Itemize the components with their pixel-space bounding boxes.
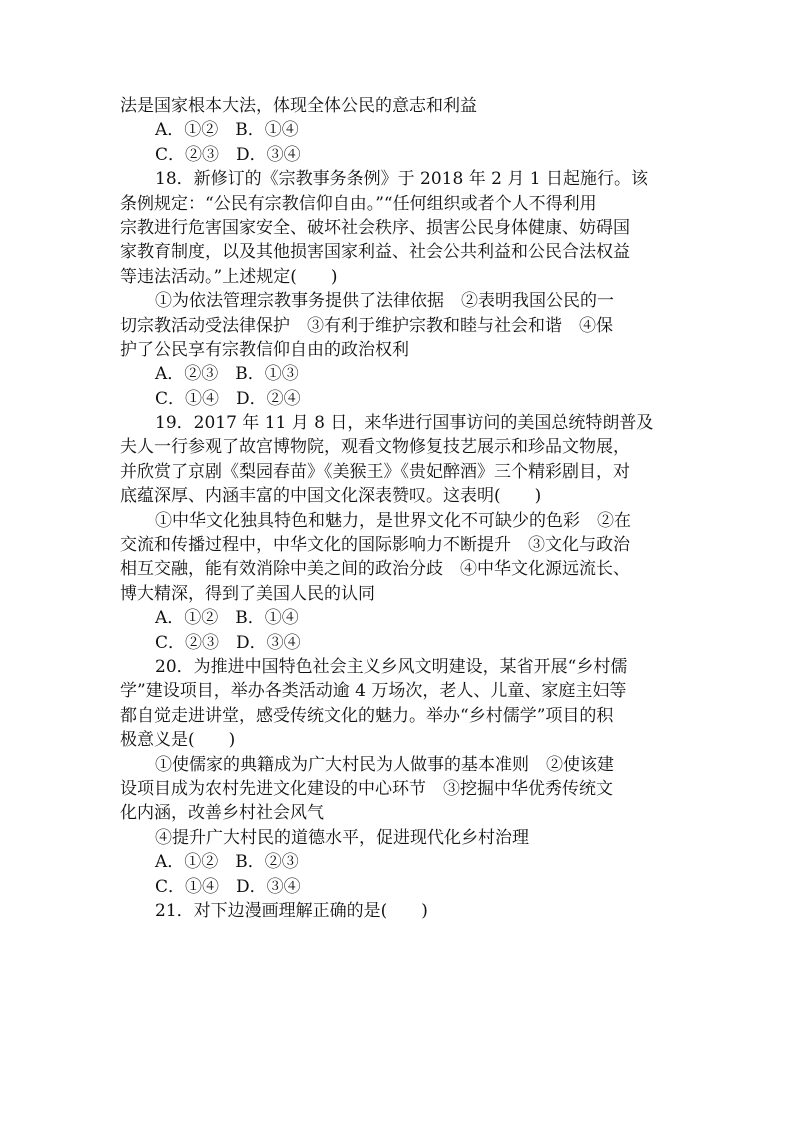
answer-options: A．①② B．①④ [155, 608, 299, 629]
text-line: 法是国家根本大法，体现全体公民的意志和利益 [120, 96, 477, 116]
answer-options: C．②③ D．③④ [155, 632, 301, 653]
answer-options: C．②③ D．③④ [155, 144, 301, 165]
question-19-statements: ①中华文化独具特色和魅力，是世界文化不可缺少的色彩 ②在 [155, 510, 631, 531]
text-line: 设项目成为农村先进文化建设的中心环节 ③挖掘中华优秀传统文 [120, 778, 613, 799]
question-18-statements: ①为依法管理宗教事务提供了法律依据 ②表明我国公民的一 [155, 291, 614, 312]
text-line: 夫人一行参观了故宫博物院，观看文物修复技艺展示和珍品文物展， [120, 437, 630, 458]
question-20-statements: ①使儒家的典籍成为广大村民为人做事的基本准则 ②使该建 [155, 754, 614, 775]
text-line: 博大精深，得到了美国人民的认同 [120, 583, 375, 604]
answer-options: A．①② B．②③ [155, 852, 299, 873]
text-line: ④提升广大村民的道德水平，促进现代化乡村治理 [155, 827, 529, 848]
question-20-stem: 20．为推进中国特色社会主义乡风文明建设，某省开展“乡村儒 [155, 656, 628, 677]
text-line: 化内涵，改善乡村社会风气 [120, 803, 324, 824]
text-line: 极意义是( ) [120, 730, 236, 751]
text-line: 底蕴深厚、内涵丰富的中国文化深表赞叹。这表明( ) [120, 486, 542, 507]
question-21-stem: 21．对下边漫画理解正确的是( ) [155, 900, 428, 921]
answer-options: C．①④ D．③④ [155, 876, 301, 897]
text-line: 家教育制度，以及其他损害国家利益、社会公共利益和公民合法权益 [120, 242, 630, 263]
text-line: 等违法活动。”上述规定( ) [120, 266, 338, 287]
text-line: 相互交融，能有效消除中美之间的政治分歧 ④中华文化源远流长、 [120, 559, 630, 580]
text-line: 并欣赏了京剧《梨园春苗》《美猴王》《贵妃醉酒》三个精彩剧目，对 [120, 461, 630, 482]
answer-options: A．②③ B．①③ [155, 364, 299, 385]
text-line: 交流和传播过程中，中华文化的国际影响力不断提升 ③文化与政治 [120, 535, 630, 556]
document-page [120, 94, 680, 923]
answer-options: C．①④ D．②④ [155, 388, 301, 409]
text-line: 切宗教活动受法律保护 ③有利于维护宗教和睦与社会和谐 ④保 [120, 315, 613, 336]
question-19-stem: 19．2017 年 11 月 8 日，来华进行国事访问的美国总统特朗普及 [155, 413, 654, 434]
question-18-stem: 18．新修订的《宗教事务条例》于 2018 年 2 月 1 日起施行。该 [155, 169, 648, 190]
text-line: 护了公民享有宗教信仰自由的政治权利 [120, 339, 409, 360]
answer-options: A．①② B．①④ [155, 120, 299, 141]
text-line: 宗教进行危害国家安全、破坏社会秩序、损害公民身体健康、妨碍国 [120, 217, 630, 238]
text-line: 条例规定：“公民有宗教信仰自由。”“任何组织或者个人不得利用 [120, 193, 597, 214]
text-line: 学”建设项目，举办各类活动逾 4 万场次，老人、儿童、家庭主妇等 [120, 681, 627, 702]
text-line: 都自觉走进讲堂，感受传统文化的魅力。举办“乡村儒学”项目的积 [120, 705, 614, 726]
